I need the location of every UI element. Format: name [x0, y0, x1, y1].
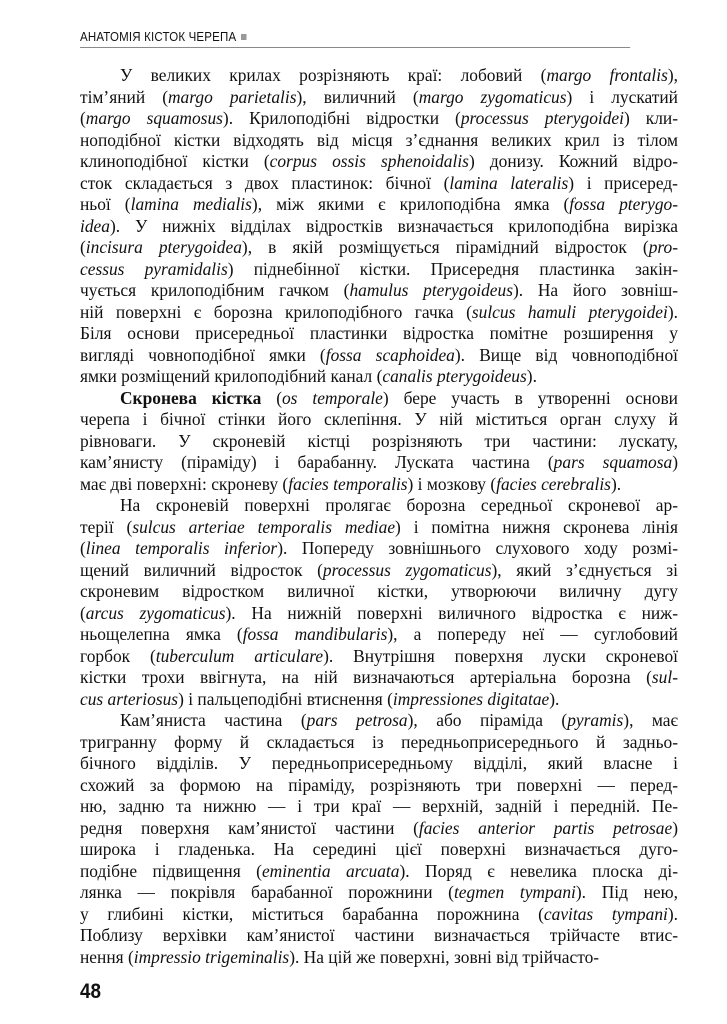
text-run: подібне підвищення (: [80, 860, 262, 881]
latin-term: facies anterior partis petrosae: [418, 817, 673, 838]
text-line: [80, 839, 678, 861]
running-title: АНАТОМІЯ КІСТОК ЧЕРЕПА: [80, 30, 237, 44]
text-run: бічного відділів. У передньоприсередньому відділі, який власне і: [80, 753, 678, 773]
text-line: [80, 216, 678, 238]
text-run: ).: [610, 473, 622, 494]
text-run: На скроневій поверхні пролягає борозна середньої скроневої ар-: [120, 495, 678, 515]
latin-term: idea: [80, 215, 110, 236]
text-run: (: [80, 108, 86, 128]
text-line: [80, 796, 678, 818]
text-run: ній поверхні є борозна крилоподібного гачка (: [80, 301, 472, 322]
text-line: [80, 87, 678, 109]
latin-term: lamina medialis: [130, 194, 252, 214]
latin-term: sulcus arteriae temporalis mediae: [132, 516, 396, 537]
text-run: ),: [667, 65, 678, 85]
latin-term: pyramis: [567, 710, 624, 730]
text-line: [80, 130, 678, 152]
text-line: [80, 904, 678, 926]
text-run: ) і помітна нижня скронева лінія: [395, 516, 678, 537]
text-run: ) і лускатий: [566, 86, 678, 107]
text-run: ). Крилоподібні відростки (: [222, 108, 461, 128]
latin-term: fossa scaphoidea: [325, 344, 455, 365]
latin-term: linea temporalis inferior: [85, 538, 278, 558]
text-run: ноподібної кістки відходять від місця з’єднання великих крил із тілом: [80, 129, 678, 150]
text-line: [80, 323, 678, 345]
text-line: [80, 431, 678, 453]
text-line: [80, 710, 678, 732]
text-run: ). У нижніх відділах відростків визначається крилоподібна вирізка: [109, 215, 678, 236]
text-run: ). На нижній поверхні виличного відростка є ниж-: [225, 602, 678, 623]
latin-term: impressiones digitatae: [392, 688, 550, 709]
text-line: [80, 65, 678, 87]
text-run: ньої (: [80, 194, 131, 214]
text-run: горбок (: [80, 645, 156, 666]
text-run: ). На його зовніш-: [512, 280, 679, 300]
text-line: [80, 861, 678, 883]
text-line: [80, 259, 678, 281]
latin-term: os temporale: [281, 387, 383, 408]
text-run: ) і присеред-: [568, 172, 678, 193]
text-line: [80, 517, 678, 539]
latin-term: hamulus pterygoideus: [349, 280, 513, 300]
text-run: ню, задню та нижню — і три краї — верхній, задній і передній. Пе-: [80, 796, 678, 816]
latin-term: cavitas tympani: [543, 903, 668, 924]
latin-term: margo squamosus: [85, 108, 223, 128]
text-line: [80, 345, 678, 367]
text-run: сток складається з двох пластинок: бічної (: [80, 172, 450, 193]
text-run: (: [80, 237, 86, 257]
latin-term: pro-: [648, 237, 678, 257]
text-run: ), а попереду неї — суглобовий: [387, 624, 678, 644]
text-run: скроневим відростком виличної кістки, утворюючи виличну дугу: [80, 581, 678, 601]
text-run: ). На цій же поверхні, зовні від трійчасто-: [289, 946, 600, 967]
latin-term: corpus ossis sphenoidalis: [269, 151, 469, 171]
text-line: [80, 667, 678, 689]
bold-term: Скронева кістка: [120, 387, 262, 408]
text-run: ). Поряд є невелика плоска ді-: [399, 860, 678, 881]
text-line: [80, 882, 678, 904]
text-line: [80, 560, 678, 582]
text-line: [80, 452, 678, 474]
paragraph: [80, 710, 678, 968]
text-line: [80, 732, 678, 754]
latin-term: sul-: [651, 667, 678, 687]
text-run: редня поверхня кам’янистої частини (: [80, 817, 419, 838]
page-number: 48: [80, 980, 102, 1003]
text-line: [80, 108, 678, 130]
text-run: ), має: [623, 710, 678, 730]
text-line: [80, 753, 678, 775]
latin-term: impressio trigeminalis: [133, 946, 290, 967]
text-run: щений виличний відросток (: [80, 559, 323, 580]
text-run: ), виличний (: [296, 86, 419, 107]
text-run: ). Вище від човноподібної: [454, 344, 678, 365]
text-line: [80, 366, 678, 388]
text-run: Поблизу верхівки кам’янистої частини визначається трійчасте втис-: [80, 925, 678, 945]
latin-term: facies temporalis: [288, 473, 408, 494]
text-line: [80, 624, 678, 646]
latin-term: cessus pyramidalis: [80, 258, 228, 279]
latin-term: fossa mandibularis: [242, 624, 388, 644]
latin-term: pars petrosa: [306, 710, 408, 730]
text-line: [80, 538, 678, 560]
text-run: лянка — покрівля барабанної порожнини (: [80, 882, 454, 902]
text-run: терії (: [80, 516, 133, 537]
paragraph: [80, 495, 678, 710]
text-run: має дві поверхні: скроневу (: [80, 473, 289, 494]
text-run: тім’яний (: [80, 86, 168, 107]
text-run: Кам’яниста частина (: [120, 710, 307, 730]
text-run: ), який з’єднується зі: [491, 559, 678, 580]
text-line: [80, 646, 678, 668]
text-run: рівноваги. У скроневій кістці розрізняють три частини: лускату,: [80, 430, 678, 451]
text-run: ), між якими є крилоподібна ямка (: [251, 194, 570, 214]
latin-term: cus arteriosus: [80, 688, 179, 709]
text-run: схожий за формою на піраміду, розрізняють три поверхні — перед-: [80, 774, 678, 795]
text-run: (: [80, 602, 86, 623]
text-line: [80, 173, 678, 195]
text-run: ): [672, 452, 678, 472]
text-run: черепа і бічної стінки його склепіння. У ній міститься орган слуху й: [80, 409, 678, 429]
text-run: клиноподібної кістки (: [80, 151, 270, 171]
text-run: Біля основи присередньої пластинки відростка помітне розширення у: [80, 323, 678, 343]
text-run: ), або піраміда (: [407, 710, 568, 730]
text-run: у глибині кістки, міститься барабанна порожнина (: [80, 903, 544, 924]
text-run: кістки трохи ввігнута, на ній визначаються артеріальна борозна (: [80, 667, 652, 687]
text-run: ). Попереду зовнішнього слухового ходу розмі-: [277, 538, 678, 558]
text-run: ), в якій розміщується пірамідний відросток (: [241, 237, 649, 257]
body-text: [80, 65, 678, 968]
text-line: [80, 388, 678, 410]
latin-term: arcus zygomaticus: [85, 602, 226, 623]
latin-term: lamina lateralis: [449, 172, 569, 193]
text-run: вигляді човноподібної ямки (: [80, 344, 326, 365]
text-line: [80, 237, 678, 259]
latin-term: tegmen tympani: [453, 882, 576, 902]
text-line: [80, 689, 678, 711]
latin-term: facies cerebralis: [496, 473, 611, 494]
paragraph: [80, 388, 678, 496]
text-line: [80, 280, 678, 302]
text-line: [80, 302, 678, 324]
text-line: [80, 194, 678, 216]
text-run: ). Внутрішня поверхня луски скроневої: [323, 645, 678, 666]
text-line: [80, 818, 678, 840]
text-line: [80, 947, 678, 969]
paragraph: [80, 65, 678, 388]
latin-term: eminentia arcuata: [261, 860, 400, 881]
text-run: чується крилоподібним гачком (: [80, 280, 350, 300]
text-run: нення (: [80, 946, 134, 967]
text-run: ). Під нею,: [575, 882, 678, 902]
text-line: [80, 409, 678, 431]
latin-term: fossa pterygo-: [569, 194, 678, 214]
text-run: ) і пальцеподібні втиснення (: [178, 688, 393, 709]
text-run: (: [80, 538, 86, 558]
latin-term: processus pterygoidei: [460, 108, 624, 128]
latin-term: pars squamosa: [553, 452, 673, 472]
text-run: ) піднебінної кістки. Присередня пластинка закін-: [227, 258, 679, 279]
text-run: ).: [526, 366, 537, 386]
text-line: [80, 581, 678, 603]
text-line: [80, 474, 678, 496]
latin-term: processus zygomaticus: [322, 559, 492, 580]
latin-term: canalis pterygoideus: [382, 366, 527, 386]
text-line: [80, 495, 678, 517]
latin-term: margo zygomaticus: [418, 86, 567, 107]
latin-term: sulcus hamuli pterygoidei: [471, 301, 668, 322]
text-run: (: [261, 387, 282, 408]
text-run: ): [672, 817, 678, 838]
text-run: ).: [549, 688, 560, 709]
text-run: широка і гладенька. На середині цієї поверхні визначається дуго-: [80, 839, 678, 859]
running-header: [80, 30, 630, 48]
text-run: ямки розміщений крилоподібний канал (: [80, 366, 383, 386]
latin-term: tuberculum articulare: [155, 645, 324, 666]
header-square-mark: [241, 34, 247, 40]
text-run: ) і мозкову (: [407, 473, 497, 494]
latin-term: margo parietalis: [168, 86, 297, 107]
text-line: [80, 151, 678, 173]
latin-term: margo frontalis: [546, 65, 668, 85]
text-run: тригранну форму й складається із передньоприсереднього й задньо-: [80, 731, 678, 752]
text-run: ) донизу. Кожний відро-: [468, 151, 678, 171]
text-run: ньощелепна ямка (: [80, 624, 243, 644]
text-run: ).: [667, 301, 678, 322]
text-line: [80, 603, 678, 625]
text-run: У великих крилах розрізняють краї: лобовий (: [120, 65, 547, 85]
text-line: [80, 925, 678, 947]
text-line: [80, 775, 678, 797]
text-run: ) кли-: [623, 108, 678, 128]
text-run: ).: [667, 903, 678, 924]
text-run: ) бере участь в утворенні основи: [382, 387, 678, 408]
latin-term: incisura pterygoidea: [85, 237, 242, 257]
text-run: кам’янисту (піраміду) і барабанну. Луската частина (: [80, 452, 554, 472]
